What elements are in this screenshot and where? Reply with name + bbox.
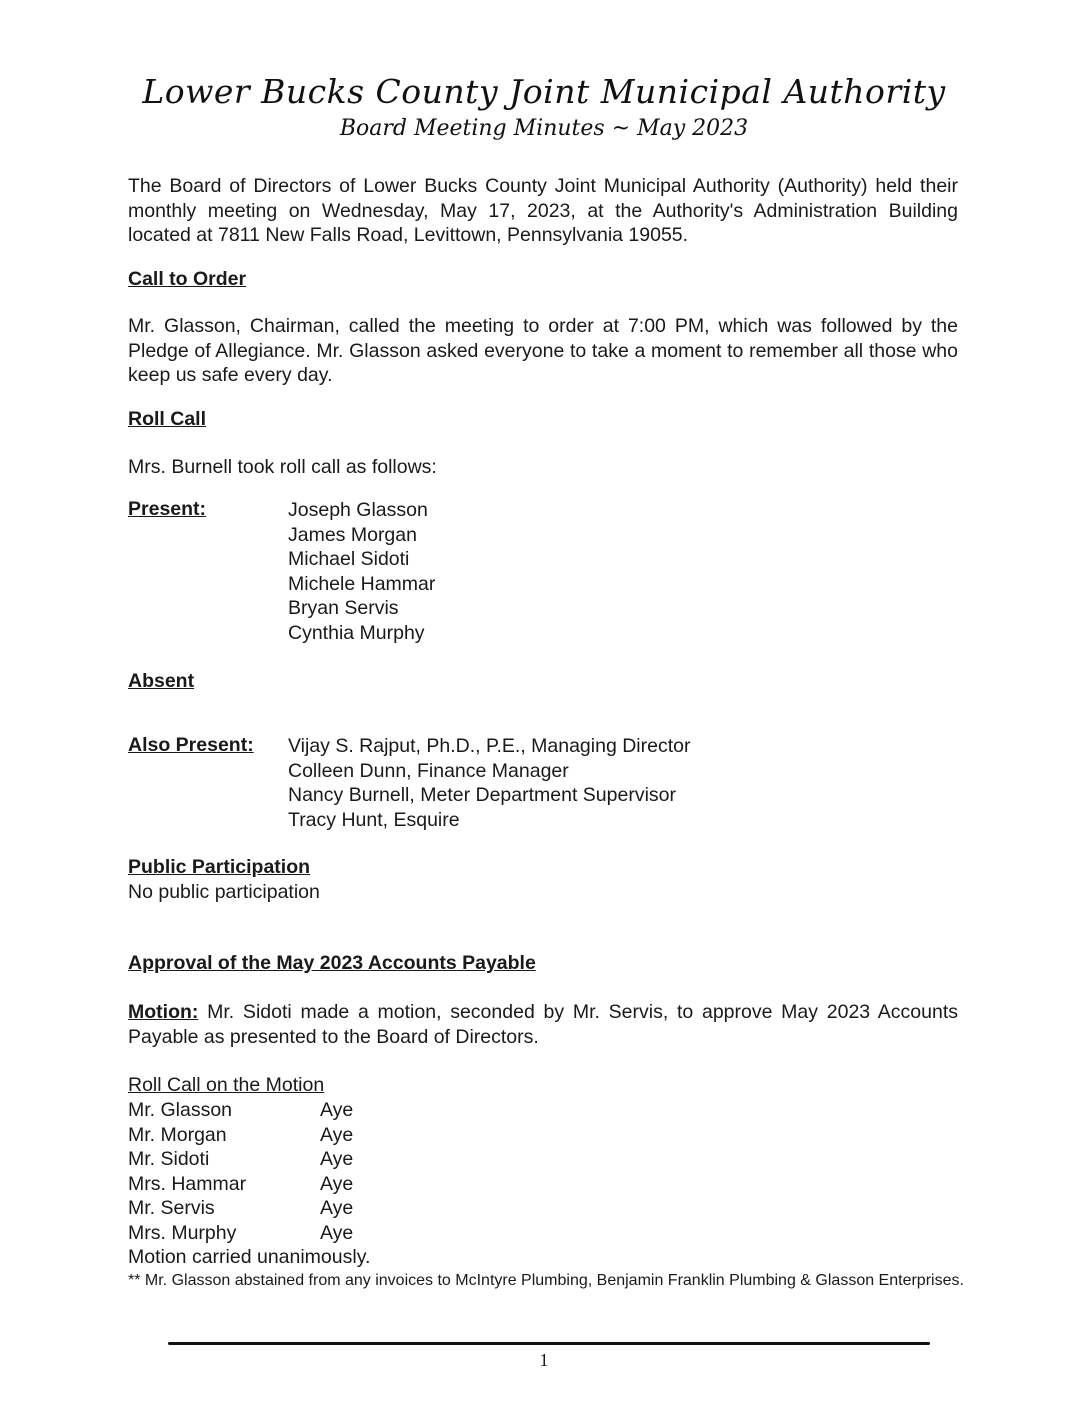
document-subtitle: Board Meeting Minutes ~ May 2023 [339,116,749,141]
vote-name: Mr. Servis [128,1197,215,1219]
list-item: Vijay S. Rajput, Ph.D., P.E., Managing Director [288,735,691,757]
call-to-order-heading: Call to Order [128,268,247,290]
intro-paragraph: The Board of Directors of Lower Bucks County Joint Municipal Authority (Authority) held their monthly meeting on Wednesday, May 17, 2023, at the Authority's Administration Building located at 7811 New Falls Road, Levittown, Pennsylvania 19055. [128,175,958,246]
vote-name: Mrs. Murphy [128,1221,237,1244]
vote-value: Aye [320,1221,354,1244]
footer-rule [168,1342,930,1345]
list-item: Colleen Dunn, Finance Manager [288,759,569,782]
vote-name: Mr. Glasson [128,1099,233,1121]
absent-label: Absent [128,670,195,692]
vote-value: Aye [320,1172,354,1195]
present-list [288,498,435,645]
list-item: Michael Sidoti [288,548,410,570]
abstention-note: ** Mr. Glasson abstained from any invoices to McIntyre Plumbing, Benjamin Franklin Plumbing & Glasson Enterprises. [128,1272,964,1289]
public-participation-text: No public participation [128,881,320,903]
call-to-order-text: Mr. Glasson, Chairman, called the meeting to order at 7:00 PM, which was followed by the Pledge of Allegiance. Mr. Glasson asked everyone to take a moment to remember all those who keep us safe every day. [128,315,958,386]
vote-name: Mr. Sidoti [128,1148,210,1170]
motion-text: Mr. Sidoti made a motion, seconded by Mr. Servis, to approve May 2023 Accounts Payable as presented to the Board of Directors. [128,1001,958,1048]
roll-call-motion-heading: Roll Call on the Motion [128,1074,325,1096]
list-item: Bryan Servis [288,597,399,619]
present-label: Present: [128,498,207,520]
vote-value: Aye [320,1197,354,1219]
motion-label: Motion: [128,1001,199,1023]
list-item: Tracy Hunt, Esquire [288,808,460,831]
vote-value: Aye [320,1148,354,1170]
accounts-payable-heading-text: Approval of the May 2023 Accounts Payable [128,952,536,974]
motion-paragraph [128,1000,958,1049]
vote-value: Aye [320,1099,354,1121]
roll-call-text: Mrs. Burnell took roll call as follows: [128,456,437,478]
also-present-list [288,734,690,832]
public-participation-heading: Public Participation [128,856,311,878]
accounts-payable-heading [128,952,536,975]
list-item: James Morgan [288,523,417,546]
list-item: Michele Hammar [288,572,436,595]
document-title: Lower Bucks County Joint Municipal Authority [142,72,946,111]
roll-call-heading: Roll Call [128,408,207,430]
page-number: 1 [539,1350,549,1370]
vote-value: Aye [320,1123,354,1146]
vote-name: Mr. Morgan [128,1123,227,1146]
motion-result: Motion carried unanimously. [128,1246,371,1268]
also-present-label: Also Present: [128,734,254,756]
list-item: Joseph Glasson [288,499,428,521]
list-item: Cynthia Murphy [288,621,425,644]
vote-name: Mrs. Hammar [128,1172,247,1195]
list-item: Nancy Burnell, Meter Department Supervisor [288,784,676,806]
